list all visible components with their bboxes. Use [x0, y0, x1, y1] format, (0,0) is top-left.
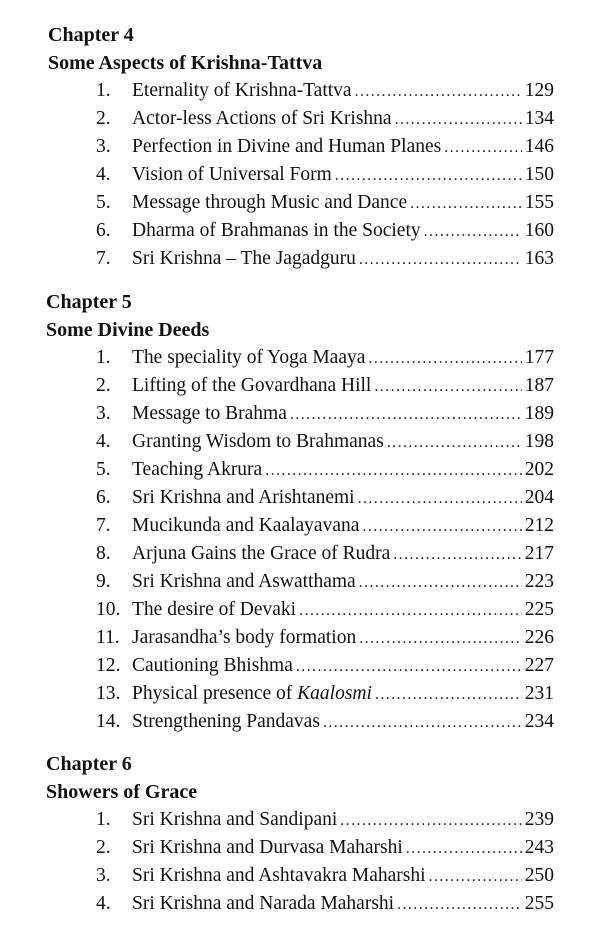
entry-title: [132, 680, 372, 708]
entry-page-number: 129: [524, 80, 554, 101]
entry-title: Message to Brahma: [132, 403, 287, 424]
toc-entry[interactable]: [96, 161, 554, 189]
toc-entry[interactable]: [96, 372, 554, 400]
entry-title: Lifting of the Govardhana Hill: [132, 375, 372, 396]
entry-number: 9.: [96, 571, 111, 592]
entry-page-number: 204: [524, 487, 554, 508]
entry-title: Granting Wisdom to Brahmanas: [132, 431, 384, 452]
entry-number: 3.: [96, 403, 111, 424]
entry-title: Sri Krishna and Narada Maharshi: [132, 893, 395, 914]
entry-number: 8.: [96, 543, 111, 564]
toc-entry[interactable]: [96, 708, 554, 736]
dot-leader: [358, 485, 522, 513]
entry-number: 3.: [96, 865, 111, 886]
entry-title: Sri Krishna and Aswatthama: [132, 571, 356, 592]
chapter-4-heading: Chapter 4: [48, 24, 134, 46]
dot-leader: [375, 681, 522, 709]
entry-number: 13.: [96, 683, 121, 704]
entry-page-number: 134: [524, 108, 554, 129]
entry-page-number: 187: [524, 375, 554, 396]
dot-leader: [429, 863, 522, 891]
chapter-4-title: Some Aspects of Krishna-Tattva: [48, 52, 323, 74]
entry-number: 10.: [96, 599, 121, 620]
chapter-6-heading: Chapter 6: [46, 753, 132, 775]
entry-title: Dharma of Brahmanas in the Society: [132, 220, 421, 241]
entry-page-number: 150: [524, 164, 554, 185]
dot-leader: [359, 569, 522, 597]
entry-title: Sri Krishna and Durvasa Maharshi: [132, 837, 403, 858]
entry-page-number: 223: [524, 571, 554, 592]
entry-page-number: 250: [524, 865, 554, 886]
dot-leader: [410, 190, 522, 218]
entry-number: 7.: [96, 248, 111, 269]
entry-title-italic: Kaalosmi: [297, 683, 372, 704]
entry-title: Eternality of Krishna-Tattva: [132, 80, 352, 101]
entry-page-number: 202: [524, 459, 554, 480]
entry-page-number: 212: [524, 515, 554, 536]
toc-entry[interactable]: [96, 133, 554, 161]
dot-leader: [406, 835, 522, 863]
entry-number: 14.: [96, 711, 121, 732]
entry-title: Vision of Universal Form: [132, 164, 332, 185]
dot-leader: [290, 401, 522, 429]
dot-leader: [387, 429, 522, 457]
toc-entry[interactable]: [96, 456, 554, 484]
entry-title: Strengthening Pandavas: [132, 711, 320, 732]
toc-entry[interactable]: [96, 540, 554, 568]
entry-number: 12.: [96, 655, 121, 676]
chapter-5-heading: Chapter 5: [46, 291, 132, 313]
entry-number: 2.: [96, 375, 111, 396]
toc-entry[interactable]: [96, 680, 554, 708]
toc-entry[interactable]: [96, 862, 554, 890]
entry-number: 1.: [96, 80, 111, 101]
dot-leader: [340, 807, 521, 835]
toc-entry[interactable]: [96, 344, 554, 372]
entry-title: Message through Music and Dance: [132, 192, 408, 213]
entry-page-number: 160: [524, 220, 554, 241]
dot-leader: [359, 246, 522, 274]
toc-entry[interactable]: [96, 105, 554, 133]
dot-leader: [265, 457, 522, 485]
entry-number: 4.: [96, 164, 111, 185]
entry-page-number: 163: [524, 248, 554, 269]
entry-number: 4.: [96, 893, 111, 914]
toc-entry[interactable]: [96, 245, 554, 273]
dot-leader: [424, 218, 522, 246]
toc-entry[interactable]: [96, 189, 554, 217]
entry-title: Cautioning Bhishma: [132, 655, 293, 676]
entry-number: 2.: [96, 108, 111, 129]
dot-leader: [355, 78, 522, 106]
dot-leader: [397, 891, 522, 919]
entry-number: 4.: [96, 431, 111, 452]
entry-page-number: 189: [524, 403, 554, 424]
entry-title: Jarasandha’s body formation: [132, 627, 357, 648]
entry-title: Teaching Akrura: [132, 459, 263, 480]
toc-entry[interactable]: [96, 512, 554, 540]
dot-leader: [362, 513, 521, 541]
entry-page-number: 234: [524, 711, 554, 732]
entry-page-number: 177: [524, 347, 554, 368]
toc-entry[interactable]: [96, 890, 554, 918]
toc-entry[interactable]: [96, 217, 554, 245]
toc-entry[interactable]: [96, 400, 554, 428]
entry-title: Perfection in Divine and Human Planes: [132, 136, 442, 157]
entry-number: 11.: [96, 627, 120, 648]
chapter-6-title: Showers of Grace: [46, 781, 198, 803]
entry-number: 3.: [96, 136, 111, 157]
dot-leader: [335, 162, 522, 190]
dot-leader: [368, 345, 521, 373]
dot-leader: [296, 653, 522, 681]
toc-entry[interactable]: [96, 834, 554, 862]
entry-page-number: 255: [524, 893, 554, 914]
entry-title: Sri Krishna and Sandipani: [132, 809, 338, 830]
dot-leader: [323, 709, 522, 737]
entry-title: Arjuna Gains the Grace of Rudra: [132, 543, 391, 564]
dot-leader: [359, 625, 522, 653]
toc-entry[interactable]: [96, 568, 554, 596]
entry-page-number: 155: [524, 192, 554, 213]
entry-page-number: 217: [524, 543, 554, 564]
entry-page-number: 239: [524, 809, 554, 830]
entry-title: Sri Krishna – The Jagadguru: [132, 248, 356, 269]
dot-leader: [395, 106, 522, 134]
toc-entry[interactable]: [96, 652, 554, 680]
entry-title: Sri Krishna and Ashtavakra Maharshi: [132, 865, 426, 886]
toc-entry[interactable]: [96, 428, 554, 456]
entry-number: 1.: [96, 809, 111, 830]
toc-entry[interactable]: [96, 806, 554, 834]
toc-entry[interactable]: [96, 484, 554, 512]
entry-page-number: 231: [524, 683, 554, 704]
entry-page-number: 227: [524, 655, 554, 676]
entry-number: 1.: [96, 347, 111, 368]
entry-page-number: 226: [524, 627, 554, 648]
entry-page-number: 146: [524, 136, 554, 157]
entry-page-number: 243: [524, 837, 554, 858]
entry-title: The speciality of Yoga Maaya: [132, 347, 366, 368]
entry-number: 6.: [96, 487, 111, 508]
entry-title: Mucikunda and Kaalayavana: [132, 515, 360, 536]
toc-entry[interactable]: [96, 596, 554, 624]
entry-title-text: Physical presence of: [132, 683, 298, 704]
dot-leader: [374, 373, 521, 401]
toc-entry[interactable]: [96, 77, 554, 105]
entry-page-number: 198: [524, 431, 554, 452]
dot-leader: [444, 134, 522, 162]
entry-number: 7.: [96, 515, 111, 536]
entry-title: Actor-less Actions of Sri Krishna: [132, 108, 392, 129]
chapter-5-title: Some Divine Deeds: [46, 319, 210, 341]
dot-leader: [393, 541, 521, 569]
entry-title: The desire of Devaki: [132, 599, 297, 620]
entry-number: 6.: [96, 220, 111, 241]
entry-number: 2.: [96, 837, 111, 858]
toc-entry[interactable]: [96, 624, 554, 652]
entry-page-number: 225: [524, 599, 554, 620]
dot-leader: [299, 597, 522, 625]
entry-number: 5.: [96, 192, 111, 213]
entry-title: Sri Krishna and Arishtanemi: [132, 487, 355, 508]
entry-number: 5.: [96, 459, 111, 480]
